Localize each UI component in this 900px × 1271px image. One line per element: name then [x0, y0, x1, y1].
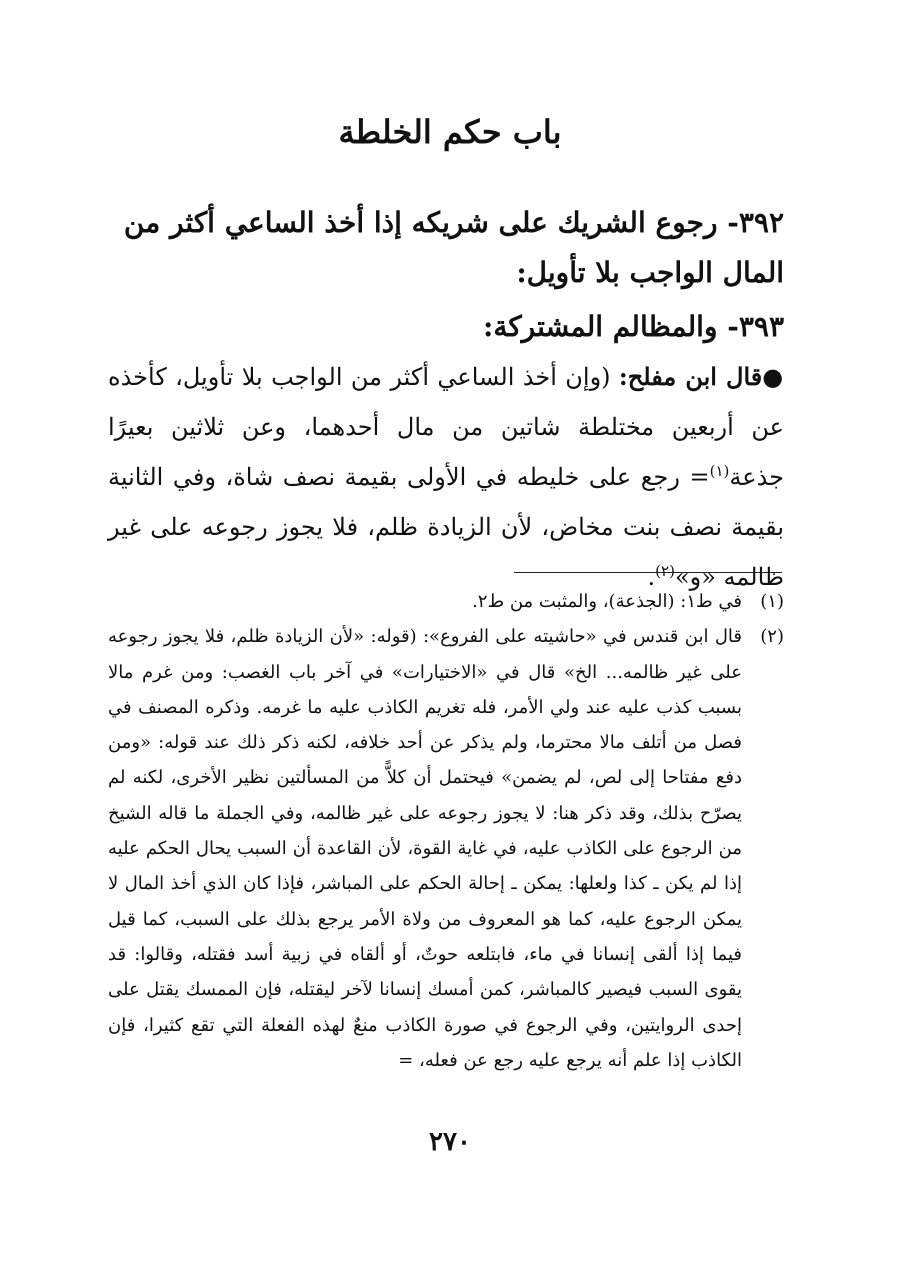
quote-text: (وإن أخذ الساعي أكثر من الواجب بلا تأويل، كأخذه عن أربعين مختلطة شاتين من مال أحدهما، وعن ثلاثين بعيرًا جذعة — [108, 363, 784, 491]
bullet-marker: ● — [762, 362, 784, 391]
footnote-text: في ط١: (الجذعة)، والمثبت من ط٢. — [472, 591, 742, 612]
section-title: رجوع الشريك على شريكه إذا أخذ الساعي أكثر من المال الواجب بلا تأويل: — [123, 206, 784, 289]
footnote-ref-2[interactable]: (٢) — [655, 562, 675, 580]
footnote-number: (٢) — [760, 626, 784, 648]
footnotes — [108, 584, 784, 1078]
section-number: ٣٩٣- — [727, 310, 784, 343]
footnote-separator — [514, 572, 782, 573]
footnote-2 — [108, 619, 784, 1078]
quote-text-continued: = رجع على خليطه في الأولى بقيمة نصف شاة، وفي الثانية بقيمة نصف بنت مخاض، لأن الزيادة ظلم، فلا يجوز رجوعه على غير ظالمه «و» — [108, 463, 784, 591]
footnote-1 — [108, 584, 784, 619]
sentence-end: . — [647, 563, 656, 591]
footnote-number: (١) — [760, 591, 784, 612]
chapter-title: باب حكم الخلطة — [338, 113, 562, 151]
section-number: ٣٩٢- — [727, 206, 784, 239]
footnote-ref-1[interactable]: (١) — [709, 462, 730, 480]
quote-attribution: قال ابن مفلح: — [618, 362, 763, 391]
section-heading-393 — [114, 302, 784, 352]
section-title: والمظالم المشتركة: — [483, 310, 718, 343]
section-heading-392 — [114, 198, 784, 298]
main-paragraph — [108, 352, 784, 602]
footnote-text: قال ابن قندس في «حاشيته على الفروع»: (قوله: «لأن الزيادة ظلم، فلا يجوز رجوعه على غير ظالمه... الخ» قال في «الاختيارات» في آخر باب الغصب: ومن غرم مالا بسبب كذب عليه عند ولي الأمر، فله تغريم الكاذب عليه ما غرمه. وذكره المصنف في فصل من أتلف مالا محترما، ولم يذكر عن أحد خلافه، لكنه ذكر ذلك عند قوله: «ومن دفع مفتاحا إلى لص، لم يضمن» فيحتمل أن كلاًّ من المسألتين نظير الأخرى، لكنه لم يصرّح بذلك، وقد ذكر هنا: لا يجوز رجوعه على غير ظالمه، وفي الجملة ما قاله الشيخ من الرجوع على الكاذب عليه، في غاية القوة، لأن القاعدة أن السبب يحال الحكم عليه إذا لم يكن ـ كذا ولعلها: يمكن ـ إحالة الحكم على المباشر، فإذا كان الذي أخذ المال لا يمكن الرجوع عليه، كما هو المعروف من ولاة الأمر يرجع بذلك على السبب، كما قيل فيما إذا ألقى إنسانا في ماء، فابتلعه حوتٌ، أو ألقاه في زبية أسد فقتله، وقالوا: قد يقوى السبب فيصير كالمباشر، كمن أمسك إنسانا لآخر ليقتله، فإن الممسك يقتل على إحدى الروايتين، وفي الرجوع في صورة الكاذب منعٌ لهذه الفعلة التي تقع كثيرا، فإن الكاذب إذا علم أنه يرجع عليه رجع عن فعله، = — [108, 626, 742, 1071]
page-number: ٢٧٠ — [429, 1127, 471, 1157]
